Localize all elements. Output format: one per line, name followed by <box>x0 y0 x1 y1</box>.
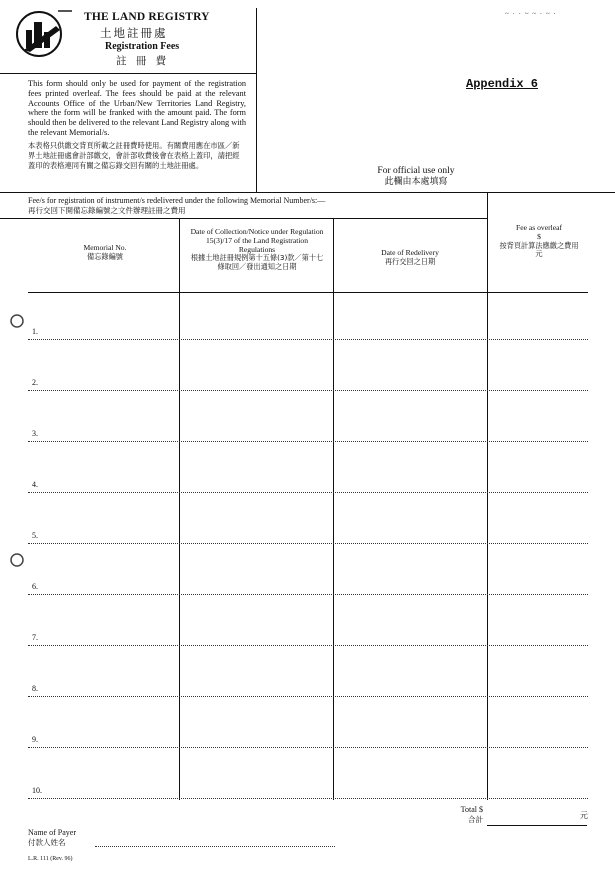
row-number: 8. <box>32 684 38 693</box>
land-registry-logo-icon <box>12 8 74 58</box>
registry-title-chinese: 土地註冊處 <box>100 26 168 40</box>
column-header-memorial <box>40 244 170 262</box>
punch-hole-icon <box>10 314 24 328</box>
row-number: 6. <box>32 582 38 591</box>
column-header-collection-english: Date of Collection/Notice under Regulation 15(3)/17 of the Land Registration Regulations <box>190 227 324 254</box>
column-divider-2 <box>333 218 334 800</box>
table-row[interactable] <box>28 543 588 544</box>
row-number: 4. <box>32 480 38 489</box>
table-row[interactable] <box>28 747 588 748</box>
official-use-label <box>356 166 476 188</box>
table-row[interactable] <box>28 645 588 646</box>
fee-heading-chinese: 再行交回下開備忘錄編號之文件辦理註冊之費用 <box>28 205 186 215</box>
column-header-collection-date <box>188 228 326 272</box>
payer-label-english: Name of Payer <box>28 828 76 837</box>
row-number: 1. <box>32 327 38 336</box>
column-header-redelivery-chinese: 再行交回之日期 <box>384 256 436 266</box>
column-header-fee-unit: 元 <box>535 249 543 259</box>
form-subtitle-chinese: 註 冊 費 <box>116 55 170 67</box>
column-header-redelivery-date <box>345 249 475 267</box>
header-divider-horizontal <box>0 73 257 74</box>
payer-label <box>28 828 76 848</box>
fee-heading <box>28 196 483 215</box>
row-number: 3. <box>32 429 38 438</box>
table-row[interactable] <box>28 798 588 799</box>
registry-title: THE LAND REGISTRY <box>84 11 210 23</box>
scan-mark: ~ · · ~ ~ · ~ · <box>505 10 557 18</box>
column-header-fee-currency: $ <box>537 231 541 241</box>
fee-heading-english: Fee/s for registration of instrument/s redelivered under the following Memorial Number/s:— <box>28 196 326 205</box>
total-label <box>455 805 483 824</box>
instructions-english: This form should only be used for payment of the registration fees printed overleaf. The fees should be paid at the relevant Accounts Office of the Urban/New Territories Land Registry, where the form will be franked with the amount paid. The form should then be delivered to the relevant Land Registry along with the relevant Memorial/s. <box>28 79 246 137</box>
total-underline <box>487 825 587 826</box>
column-header-redelivery-english: Date of Redelivery <box>381 248 439 257</box>
appendix-label: Appendix 6 <box>466 77 539 91</box>
table-row[interactable] <box>28 492 588 493</box>
table-row[interactable] <box>28 339 588 340</box>
header-row-top-border <box>0 218 487 219</box>
column-divider-3 <box>487 193 488 800</box>
header-row-bottom-border <box>28 292 588 293</box>
row-number: 2. <box>32 378 38 387</box>
punch-hole-icon <box>10 553 24 567</box>
column-header-fee-english: Fee as overleaf <box>516 223 562 232</box>
table-row[interactable] <box>28 696 588 697</box>
row-number: 7. <box>32 633 38 642</box>
table-row[interactable] <box>28 390 588 391</box>
table-row[interactable] <box>28 594 588 595</box>
column-divider-1 <box>179 218 180 800</box>
table-row[interactable] <box>28 441 588 442</box>
column-header-fee <box>495 224 583 259</box>
official-use-chinese: 此欄由本處填寫 <box>384 177 448 187</box>
total-label-chinese: 合計 <box>468 814 483 824</box>
row-number: 9. <box>32 735 38 744</box>
column-header-collection-chinese: 根據土地註冊規例第十五條(3)款／第十七條取回／發出通知之日期 <box>190 253 324 272</box>
form-subtitle: Registration Fees <box>105 41 180 52</box>
row-number: 10. <box>32 786 42 795</box>
column-header-memorial-chinese: 備忘錄編號 <box>87 251 123 261</box>
column-header-memorial-english: Memorial No. <box>83 243 127 252</box>
total-unit: 元 <box>580 811 588 820</box>
row-number: 5. <box>32 531 38 540</box>
table-top-border <box>0 192 615 193</box>
instructions-chinese: 本表格只供繳交背頁所載之註冊費時使用。有關費用應在市區／新界土地註冊處會計部繳交，會計部收費後會在表格上蓋印，請把經蓋印的表格連同有關之備忘錄交回有關的土地註冊處。 <box>28 141 240 170</box>
column-header-fee-chinese: 按背頁計算法應繳之費用 <box>499 240 579 250</box>
form-number: L.R. 111 (Rev. 96) <box>28 856 73 862</box>
official-use-english: For official use only <box>377 166 455 176</box>
header-divider-vertical <box>256 8 257 192</box>
payer-name-field[interactable] <box>95 846 335 847</box>
payer-label-chinese: 付款人姓名 <box>28 838 66 847</box>
total-label-english: Total $ <box>460 805 483 814</box>
